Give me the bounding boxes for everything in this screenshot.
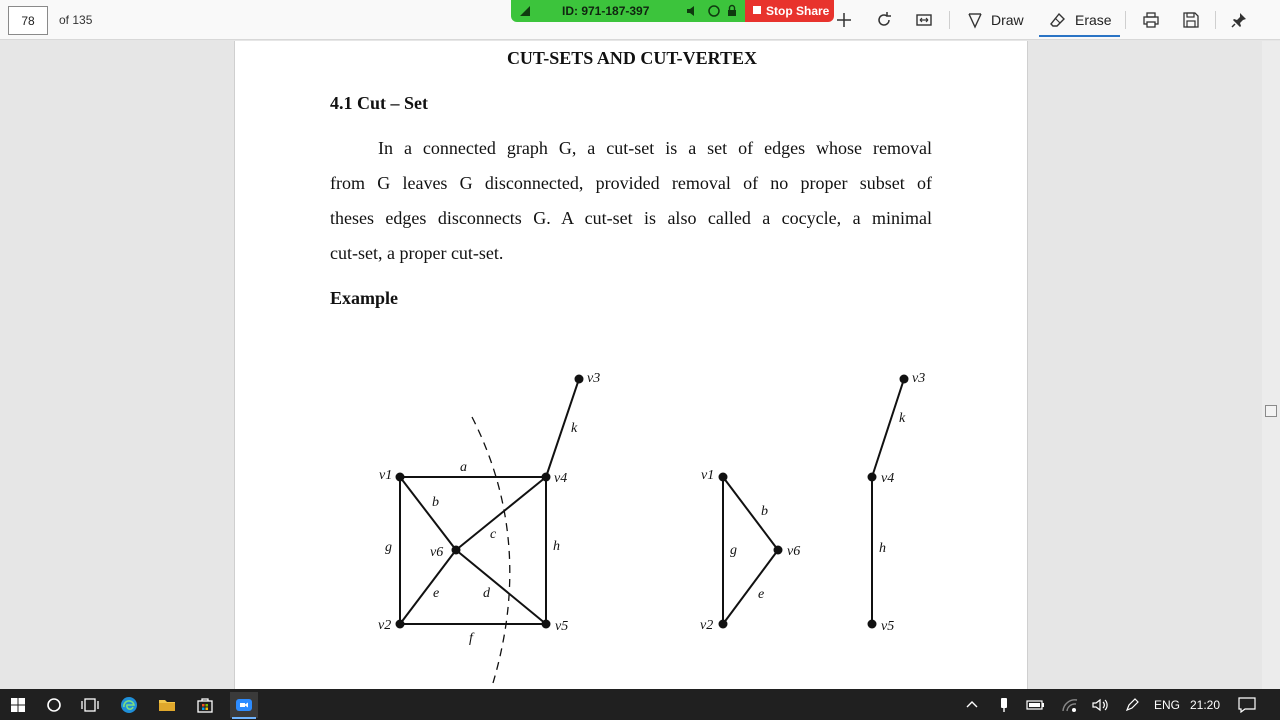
edge-label-g-g2: g: [730, 543, 737, 558]
vertex-v6: [452, 546, 461, 555]
wifi-icon[interactable]: [1058, 693, 1082, 717]
vertex-label-v6: v6: [430, 545, 444, 560]
vertex-v4: [542, 473, 551, 482]
pen-icon[interactable]: [1120, 693, 1144, 717]
edge-label-k-g3: k: [899, 411, 906, 426]
vertical-scrollbar[interactable]: [1262, 41, 1280, 689]
chevron-up-icon[interactable]: [960, 693, 984, 717]
stop-share-label: Stop Share: [766, 4, 830, 18]
language-indicator[interactable]: ENG: [1154, 698, 1181, 712]
toolbar-divider: [1125, 11, 1126, 29]
rotate-icon[interactable]: [872, 8, 896, 32]
stop-share-button[interactable]: [745, 0, 834, 22]
vertex-v3-g3: [900, 375, 909, 384]
edge-label-g: g: [385, 540, 392, 555]
vertex-label-v1-g2: v1: [701, 468, 715, 483]
cut-line: [472, 417, 510, 683]
example-heading: Example: [330, 288, 399, 308]
vertex-label-v5: v5: [555, 619, 569, 634]
stop-icon: [753, 6, 761, 14]
draw-icon[interactable]: [963, 8, 987, 32]
edge-b2: [723, 477, 778, 550]
volume-icon[interactable]: [1088, 693, 1112, 717]
notification-icon[interactable]: [1235, 693, 1259, 717]
toolbar-divider: [1215, 11, 1216, 29]
vertex-label-v3-g3: v3: [912, 371, 926, 386]
page-title: CUT-SETS AND CUT-VERTEX: [506, 48, 758, 68]
edge-label-b-g2: b: [761, 504, 768, 519]
vertex-label-v6-g2: v6: [787, 544, 801, 559]
record-icon[interactable]: [707, 4, 721, 23]
toolbar-divider: [949, 11, 950, 29]
cut-set-figure: [235, 41, 1028, 701]
edge-label-a: a: [460, 460, 467, 475]
edge-label-e-g2: e: [758, 587, 765, 602]
graph2-vertices: [719, 473, 783, 629]
windows-start-icon[interactable]: [6, 693, 30, 717]
windows-taskbar: [0, 689, 1280, 720]
page-count: of 135: [59, 13, 93, 27]
pin-icon[interactable]: [1227, 8, 1251, 32]
paragraph-line: cut-set, a proper cut-set.: [330, 243, 504, 263]
audio-icon[interactable]: [685, 4, 699, 23]
vertex-v1: [396, 473, 405, 482]
edge-label-b: b: [432, 495, 439, 510]
meeting-id: ID: 971-187-397: [562, 4, 650, 18]
save-icon[interactable]: [1179, 8, 1203, 32]
edge-c: [456, 477, 546, 550]
edge-b: [400, 477, 456, 550]
page-number-input[interactable]: 78: [8, 6, 48, 35]
vertex-v2-g2: [719, 620, 728, 629]
vertex-v2: [396, 620, 405, 629]
pdf-toolbar: [0, 0, 1280, 40]
edge-label-h-g3: h: [879, 541, 886, 556]
search-circle-icon[interactable]: [42, 693, 66, 717]
zoom-app-icon[interactable]: [230, 692, 258, 718]
battery-icon[interactable]: [1024, 693, 1048, 717]
zoom-share-bar: [511, 0, 747, 22]
pdf-page: [234, 41, 1028, 701]
edge-label-k: k: [571, 421, 578, 436]
lock-icon[interactable]: [725, 4, 739, 23]
edge-label-h: h: [553, 539, 560, 554]
vertex-label-v2: v2: [378, 618, 392, 633]
print-icon[interactable]: [1139, 8, 1163, 32]
vertex-label-v3: v3: [587, 371, 601, 386]
vertex-v5: [542, 620, 551, 629]
erase-button[interactable]: Erase: [1075, 12, 1112, 28]
edge-e: [400, 550, 456, 624]
task-view-icon[interactable]: [78, 693, 102, 717]
vertex-label-v1: v1: [379, 468, 393, 483]
edge-label-c: c: [490, 527, 497, 542]
zoom-signal-icon: [518, 4, 532, 23]
paragraph-line: In a connected graph G, a cut-set is a set of edges whose removal: [378, 138, 932, 158]
edge-browser-icon[interactable]: [117, 693, 141, 717]
scroll-thumb[interactable]: [1265, 405, 1277, 417]
paragraph-line: theses edges disconnects G. A cut-set is also called a cocycle, a minimal: [330, 208, 932, 228]
plus-icon[interactable]: [832, 8, 856, 32]
edge-label-e: e: [433, 586, 440, 601]
vertex-v1-g2: [719, 473, 728, 482]
vertex-v4-g3: [868, 473, 877, 482]
edge-k3: [872, 379, 904, 477]
edge-label-f: f: [469, 631, 473, 646]
vertex-v6-g2: [774, 546, 783, 555]
fit-width-icon[interactable]: [912, 8, 936, 32]
eraser-icon[interactable]: [1046, 8, 1070, 32]
vertex-label-v4: v4: [554, 471, 568, 486]
edge-d: [456, 550, 546, 624]
file-explorer-icon[interactable]: [155, 693, 179, 717]
erase-active-indicator: [1039, 35, 1120, 37]
vertex-v3: [575, 375, 584, 384]
edge-label-d: d: [483, 586, 490, 601]
paragraph-line: from G leaves G disconnected, provided removal of no proper subset of: [330, 173, 932, 193]
section-heading: 4.1 Cut – Set: [330, 93, 428, 113]
draw-button[interactable]: Draw: [991, 12, 1024, 28]
system-clock[interactable]: 21:20: [1190, 698, 1221, 712]
edge-e2: [723, 550, 778, 624]
vertex-label-v4-g3: v4: [881, 471, 895, 486]
vertex-label-v2-g2: v2: [700, 618, 714, 633]
store-icon[interactable]: [193, 693, 217, 717]
vertex-label-v5-g3: v5: [881, 619, 895, 634]
vertex-v5-g3: [868, 620, 877, 629]
usb-device-icon[interactable]: [992, 693, 1016, 717]
document-viewer: [0, 41, 1280, 689]
